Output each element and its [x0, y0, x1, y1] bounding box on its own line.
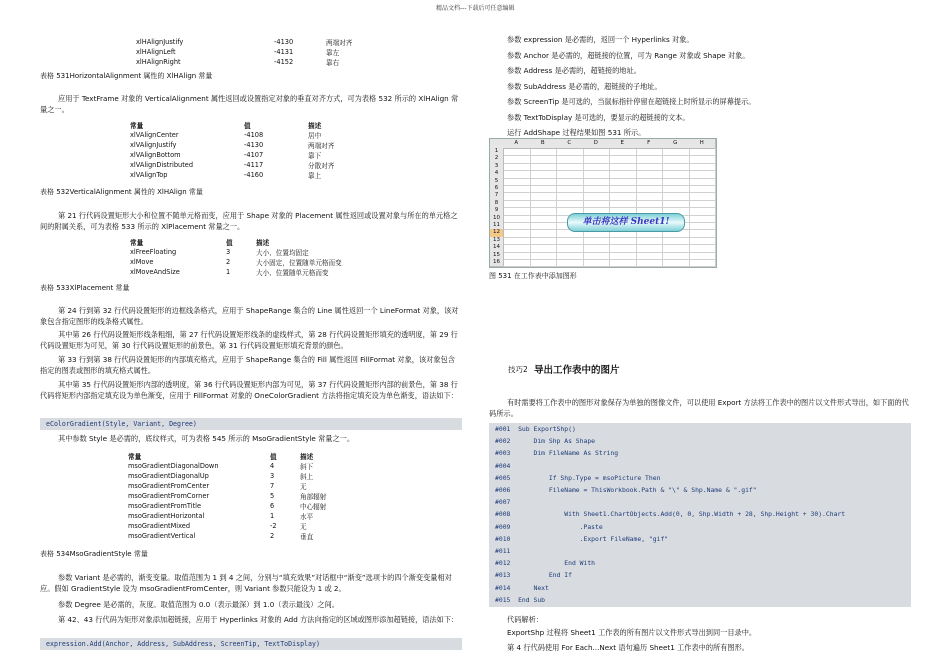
parameter-line: 参数 expression 是必需的，返回一个 Hyperlinks 对象。 [507, 35, 694, 44]
sheet-column-header: F [636, 139, 664, 149]
table-534-cell: 3 [270, 472, 275, 480]
sheet-column-header: C [556, 139, 584, 149]
paragraph-10: 第 42、43 行代码为矩形对象添加超链接，应用于 Hyperlinks 对象的 Add 方法向指定的区域或图形添加超链接，语法如下： [58, 615, 459, 624]
table-532-row [130, 140, 392, 150]
sheet-row-header: 14 [490, 244, 504, 252]
table-533-cell: 1 [226, 268, 231, 276]
sheet-gridline [503, 163, 716, 164]
paragraph-5: 第 33 行到第 38 行代码设置矩形的内部填充格式，应用于 ShapeRange 集合的 Fill 属性返回 FillFormat 对象，该对象包含指定的图表或图形的填充格式属性。 [40, 355, 455, 375]
table-532-cell: -4108 [244, 131, 264, 139]
table-534-row [128, 521, 364, 531]
table-533-header-cell: 常量 [130, 239, 144, 247]
table-533-caption: 表格 533XlPlacement 常量 [40, 284, 130, 292]
sheet-row-header: 11 [490, 222, 504, 230]
table-533-cell: xlFreeFloating [130, 248, 177, 256]
worksheet-preview [489, 138, 717, 268]
table-532-row [130, 170, 392, 180]
table-533-row [130, 257, 380, 267]
table-533-cell: 大小、位置均固定 [256, 249, 309, 257]
table-532-cell: xlVAlignCenter [130, 131, 179, 139]
table-533-cell: 2 [226, 258, 231, 266]
table-534-cell: 中心辐射 [300, 503, 327, 511]
table-532-cell: -4160 [244, 171, 264, 179]
parameter-line: 参数 Address 是必需的，超链接的地址。 [507, 66, 641, 75]
sheet-row-header: 9 [490, 207, 504, 215]
table-534-row [128, 501, 364, 511]
sheet-row-header: 1 [490, 148, 504, 156]
table-534-cell: 6 [270, 502, 275, 510]
table-533-header-cell: 值 [226, 239, 233, 247]
table-534-cell: 7 [270, 482, 275, 490]
paragraph-9: 参数 Degree 是必需的，灰度。取值范围为 0.0（表示最深）到 1.0（表示最浅）之间。 [58, 600, 339, 609]
tip-title: 导出工作表中的图片 [534, 365, 620, 376]
sheet-row-header: 15 [490, 252, 504, 260]
table-534-row [128, 481, 364, 491]
code-hyperlinks-add: expression.Add(Anchor, Address, SubAddress, ScreenTip, TextToDisplay) [40, 638, 462, 650]
paragraph-4: 其中第 26 行代码设置矩形线条粗细，第 27 行代码设置矩形线条的虚线样式，第 28 行代码设置矩形填充的透明度，第 29 行代码设置矩形为可见，第 30 行代码设置矩形的前景色，第 31 行代码设置矩形填充背景的颜色。 [40, 330, 458, 350]
table-534-cell: msoGradientDiagonalUp [128, 472, 209, 480]
sheet-gridline [503, 237, 716, 238]
table-531-caption: 表格 531HorizontalAlignment 属性的 XlHAlign 常量 [40, 72, 213, 80]
table-531-cell: -4130 [274, 38, 294, 46]
table-531-cell: 靠左 [326, 49, 340, 57]
table-534-cell: 2 [270, 532, 275, 540]
table-534-cell: msoGradientMixed [128, 522, 191, 530]
parameter-line: 参数 ScreenTip 是可选的，当鼠标指针停留在超链接上时所显示的屏幕提示。 [507, 97, 756, 106]
table-533-header-cell: 描述 [256, 239, 270, 247]
table-534-cell: 1 [270, 512, 275, 520]
table-534-cell: 角部辐射 [300, 493, 327, 501]
table-534-row [128, 531, 364, 541]
sheet-row-header: 13 [490, 237, 504, 245]
table-534-cell: 4 [270, 462, 275, 470]
paragraph-3: 第 24 行到第 32 行代码设置矩形的边框线条格式，应用于 ShapeRange 集合的 Line 属性返回一个 LineFormat 对象，该对象包含指定图形的线条格式属性。 [40, 306, 459, 326]
table-534-header-cell: 描述 [300, 453, 314, 461]
parameter-line: 参数 TextToDisplay 是可选的，要显示的超链接的文本。 [507, 112, 690, 122]
code-line: #004 [495, 461, 511, 470]
table-533-cell: xlMoveAndSize [130, 268, 180, 276]
table-531-cell: xlHAlignLeft [136, 48, 176, 56]
table-533 [130, 237, 380, 277]
sheet-row-header: 5 [490, 178, 504, 186]
paragraph-8: 参数 Variant 是必需的，渐变变量。取值范围为 1 到 4 之间，分别与“填充效果”对话框中“渐变”选项卡的四个渐变变量相对应。假如 GradientStyle 设为 msoGradientFromCenter，则 Variant 参数只能设为 1 或 2。 [40, 573, 452, 593]
paragraph-1: 应用于 TextFrame 对象的 VerticalAlignment 属性返回或设置指定对象的垂直对齐方式，可为表格 532 所示的 XlHAlign 常量之一。 [40, 94, 459, 114]
sheet-gridline [503, 207, 716, 208]
code-line: #002 Dim Shp As Shape [495, 437, 596, 446]
table-534-cell: 垂直 [300, 533, 314, 541]
sheet-column-header: A [503, 139, 531, 149]
sheet-row-header: 6 [490, 185, 504, 193]
sheet-gridline [503, 259, 716, 260]
table-532-header-cell: 常量 [130, 122, 144, 130]
paragraph-2: 第 21 行代码设置矩形大小和位置不随单元格而变，应用于 Shape 对象的 Placement 属性返回或设置对象与所在的单元格之间的附属关系，可为表格 533 所示的 XlPlacement 常量之一。 [40, 211, 458, 231]
table-532-cell: 分散对齐 [308, 162, 335, 170]
table-534-cell: msoGradientFromCorner [128, 492, 210, 500]
table-534-header-cell: 常量 [128, 453, 142, 461]
table-534-row [128, 471, 364, 481]
table-533-row [130, 267, 380, 277]
code-line: #009 .Paste [495, 522, 603, 531]
sheet-row-header: 2 [490, 155, 504, 163]
table-532-cell: xlVAlignJustify [130, 141, 177, 149]
table-533-header-row [130, 237, 380, 247]
code-onecolorgradient: eColorGradient(Style, Variant, Degree) [40, 418, 462, 430]
sheet-gridline [503, 155, 716, 156]
table-534-cell: msoGradientHorizontal [128, 512, 205, 520]
sheet-gridline [503, 170, 716, 171]
table-532-cell: -4117 [244, 161, 264, 169]
parameter-line: 运行 AddShape 过程结果如图 531 所示。 [507, 128, 646, 137]
code-line: #014 Next [495, 583, 549, 592]
code-block-exportshp [489, 423, 911, 607]
table-533-row [130, 247, 380, 257]
sheet-row-header: 3 [490, 163, 504, 171]
table-531-cell: -4152 [274, 58, 294, 66]
sheet-gridline [503, 178, 716, 179]
sheet-column-header: G [662, 139, 690, 149]
table-534-cell: msoGradientFromCenter [128, 482, 210, 490]
table-532-cell: xlVAlignTop [130, 171, 168, 179]
table-533-cell: 3 [226, 248, 231, 256]
table-532-cell: 靠下 [308, 152, 322, 160]
table-534-cell: 无 [300, 483, 307, 491]
table-532-cell: xlVAlignDistributed [130, 161, 194, 169]
sheet-row-header: 12 [490, 229, 504, 237]
table-531-row [136, 57, 390, 67]
code-line: #006 FileName = ThisWorkbook.Path & "\" & Shp.Name & ".gif" [495, 486, 757, 494]
table-531-cell: 靠右 [326, 59, 340, 67]
table-533-cell: xlMove [130, 258, 154, 266]
paragraph-13: 第 4 行代码使用 For Each...Next 语句遍历 Sheet1 工作表中的所有图形。 [507, 643, 749, 652]
code-line: #013 End If [495, 571, 572, 580]
table-532-header-row [130, 120, 392, 130]
code-line: #015 End Sub [495, 595, 546, 604]
table-532-row [130, 150, 392, 160]
table-531-cell: xlHAlignJustify [136, 38, 184, 46]
paragraph-11: 有时需要将工作表中的图形对象保存为单独的图像文件，可以使用 Export 方法将工作表中的图片以文件形式导出，如下面的代码所示。 [489, 398, 909, 418]
paragraph-12: ExportShp 过程将 Sheet1 工作表的所有图片以文件形式导出到同一目录中。 [507, 628, 757, 637]
table-534-row [128, 511, 364, 521]
sheet-gridline [503, 200, 716, 201]
table-532-cell: -4130 [244, 141, 264, 149]
code-line: #007 [495, 498, 511, 507]
paragraph-6: 其中第 35 行代码设置矩形内部的透明度，第 36 行代码设置矩形内部为可见，第 37 行代码设置矩形内部的前景色，第 38 行代码将矩形内部指定填充设为单色渐变，应用于 FillFormat 对象的 OneColorGradient 方法将指定填充设为单色渐变，语法如下： [40, 380, 458, 400]
table-534-header-row [128, 451, 364, 461]
sheet-column-header: B [530, 139, 558, 149]
code-line: #010 .Export FileName, "gif" [495, 534, 669, 543]
table-534-cell: 无 [300, 523, 307, 531]
table-534-cell: 5 [270, 492, 275, 500]
sheet-gridline [503, 244, 716, 245]
sheet-gridline [503, 266, 716, 267]
table-534-cell: 水平 [300, 513, 314, 521]
parameter-line: 参数 Anchor 是必需的，超链接的位置，可为 Range 对象或 Shape 对象。 [507, 50, 750, 60]
sheet-column-header: H [689, 139, 717, 149]
table-532-row [130, 130, 392, 140]
code-line: #008 With Sheet1.ChartObjects.Add(0, 0, Shp.Width + 28, Shp.Height + 30).Chart [495, 510, 846, 519]
table-533-cell: 大小固定，位置随单元格而变 [256, 259, 342, 267]
code-line: #003 Dim FileName As String [495, 449, 619, 458]
code-line: #005 If Shp.Type = msoPicture Then [495, 473, 661, 482]
figure-caption: 图 531 在工作表中添加图形 [489, 272, 577, 280]
table-534-cell: msoGradientFromTitle [128, 502, 202, 510]
table-532-cell: 靠上 [308, 172, 322, 180]
sheet-row-header: 8 [490, 200, 504, 208]
paragraph-7: 其中参数 Style 是必需的，底纹样式，可为表格 545 所示的 MsoGradientStyle 常量之一。 [58, 434, 355, 443]
table-533-cell: 大小、位置随单元格而变 [256, 269, 329, 277]
table-532-cell: 居中 [308, 132, 322, 140]
gradient-shape: 单击将这样 Sheet1! [567, 213, 685, 232]
table-534 [128, 451, 364, 541]
table-531-row [136, 47, 390, 57]
table-531-cell: -4131 [274, 48, 294, 56]
code-line: #011 [495, 547, 511, 555]
table-534-row [128, 491, 364, 501]
table-534-row [128, 461, 364, 471]
table-532-row [130, 160, 392, 170]
code-line: #012 End With [495, 559, 596, 568]
table-532-header-cell: 描述 [308, 122, 322, 130]
sheet-gridline [503, 192, 716, 193]
sheet-row-header: 10 [490, 215, 504, 223]
tip-label: 技巧2 [508, 365, 528, 374]
code-explain-label: 代码解析： [507, 615, 543, 624]
table-534-cell: 斜上 [300, 473, 314, 481]
table-532-cell: -4107 [244, 151, 264, 159]
table-532-cell: 两端对齐 [308, 142, 335, 150]
table-534-cell: -2 [270, 522, 277, 530]
sheet-gridline [503, 185, 716, 186]
sheet-gridline [503, 252, 716, 253]
page-header-note: 精品文档---下载后可任意编辑 [436, 5, 515, 12]
table-534-cell: msoGradientVertical [128, 532, 196, 540]
sheet-row-header: 16 [490, 259, 504, 267]
parameter-line: 参数 SubAddress 是必需的，超链接的子地址。 [507, 81, 662, 91]
table-534-caption: 表格 534MsoGradientStyle 常量 [40, 550, 148, 558]
table-531 [136, 37, 390, 67]
table-531-cell: 两端对齐 [326, 39, 353, 47]
sheet-row-header: 4 [490, 170, 504, 178]
sheet-column-header: E [609, 139, 637, 149]
table-532-header-cell: 值 [244, 122, 251, 130]
table-534-cell: msoGradientDiagonalDown [128, 462, 219, 470]
sheet-row-header: 7 [490, 192, 504, 200]
table-534-header-cell: 值 [270, 453, 277, 461]
table-532-caption: 表格 532VerticalAlignment 属性的 XlHAlign 常量 [40, 188, 203, 196]
table-534-cell: 斜下 [300, 463, 314, 471]
table-532-cell: xlVAlignBottom [130, 151, 181, 159]
table-532 [130, 120, 392, 180]
code-line: #001 Sub ExportShp() [495, 425, 576, 433]
table-531-cell: xlHAlignRight [136, 58, 181, 66]
table-531-row [136, 37, 390, 47]
sheet-column-header: D [583, 139, 611, 149]
